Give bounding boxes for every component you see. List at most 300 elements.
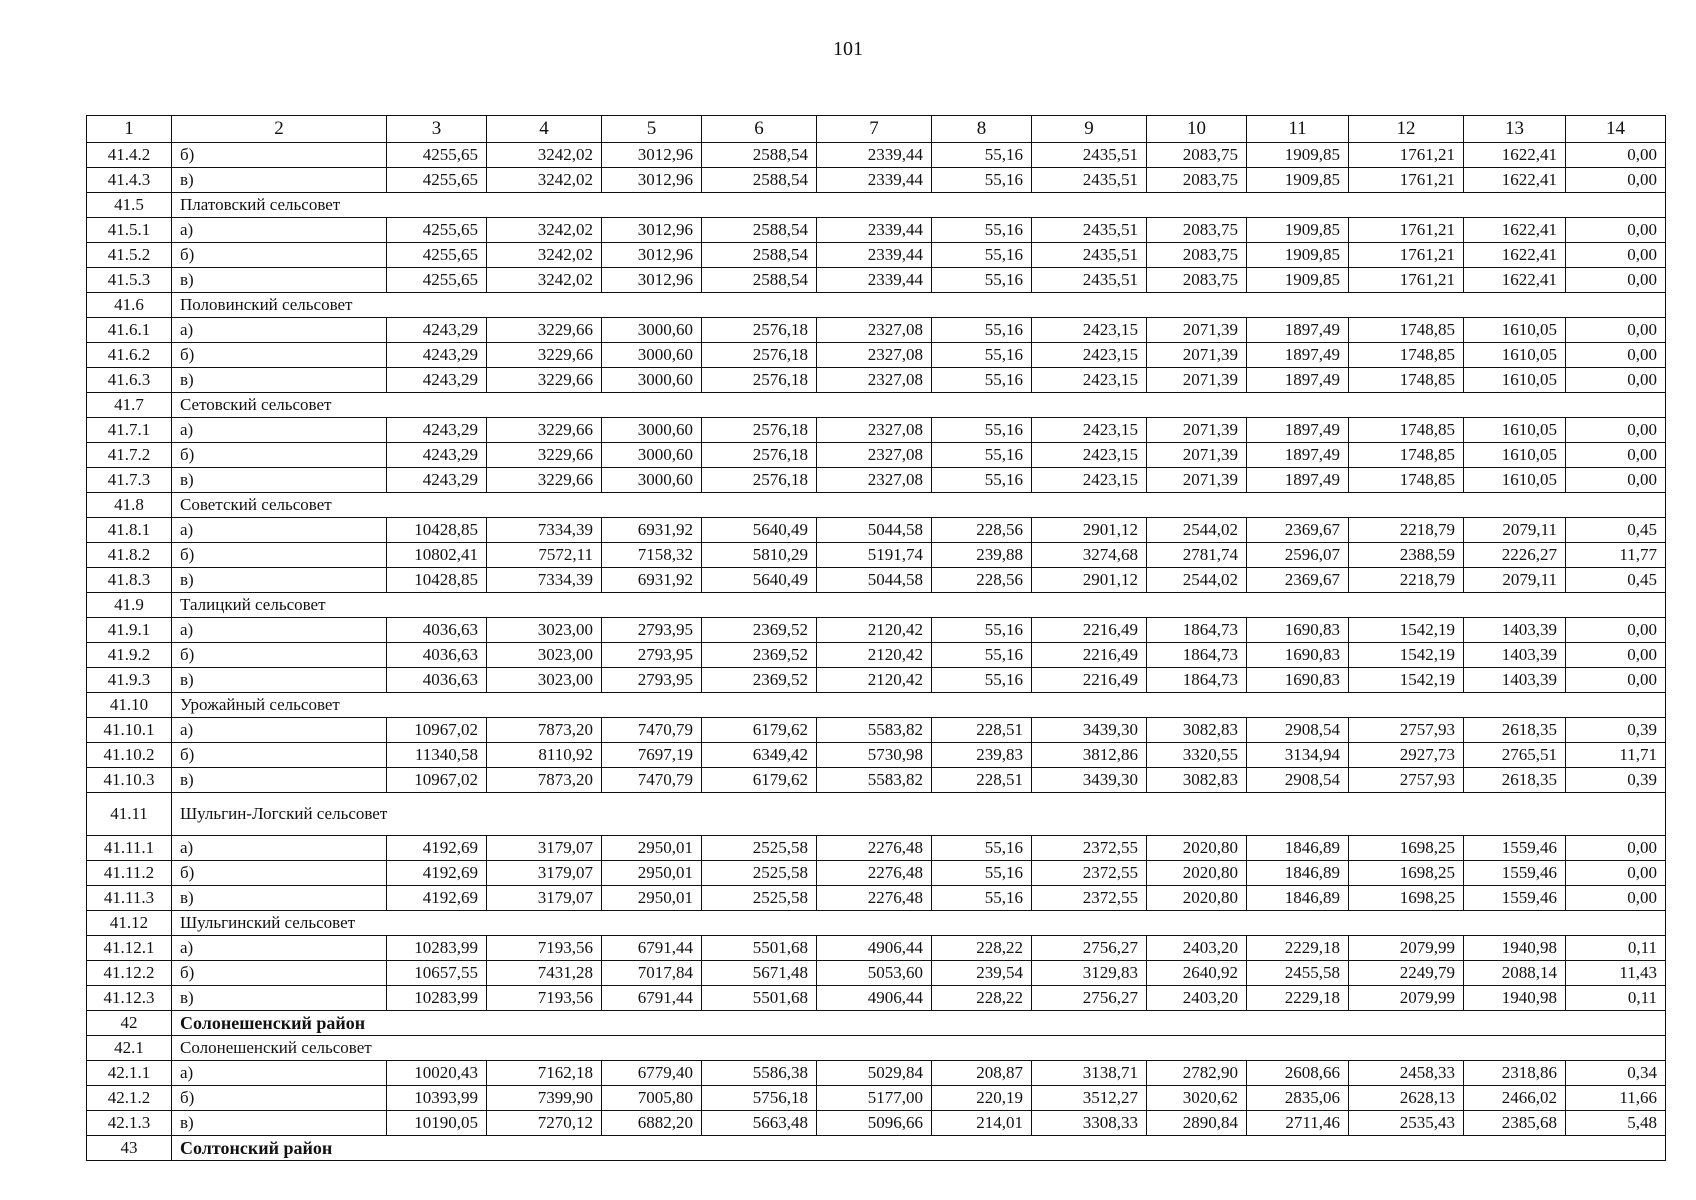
value-cell: 3000,60	[602, 418, 702, 443]
value-cell: 1897,49	[1247, 418, 1349, 443]
row-code: 41.6.3	[87, 368, 172, 393]
value-cell: 2901,12	[1032, 518, 1147, 543]
section-title: Шульгин-Логский сельсовет	[172, 793, 1666, 836]
value-cell: 2576,18	[702, 418, 817, 443]
row-label: в)	[172, 1111, 387, 1136]
value-cell: 1909,85	[1247, 143, 1349, 168]
value-cell: 2385,68	[1464, 1111, 1566, 1136]
value-cell: 1748,85	[1349, 443, 1464, 468]
value-cell: 3000,60	[602, 343, 702, 368]
value-cell: 2071,39	[1147, 418, 1247, 443]
value-cell: 55,16	[932, 368, 1032, 393]
value-cell: 5586,38	[702, 1061, 817, 1086]
value-cell: 10428,85	[387, 568, 487, 593]
column-header: 11	[1247, 116, 1349, 143]
row-code: 41.10	[87, 693, 172, 718]
value-cell: 1610,05	[1464, 318, 1566, 343]
value-cell: 2950,01	[602, 836, 702, 861]
value-cell: 1622,41	[1464, 218, 1566, 243]
value-cell: 1846,89	[1247, 861, 1349, 886]
row-label: а)	[172, 518, 387, 543]
value-cell: 2576,18	[702, 318, 817, 343]
value-cell: 7572,11	[487, 543, 602, 568]
value-cell: 10283,99	[387, 936, 487, 961]
value-cell: 4192,69	[387, 836, 487, 861]
value-cell: 1559,46	[1464, 886, 1566, 911]
table-row	[87, 268, 1666, 293]
value-cell: 2229,18	[1247, 936, 1349, 961]
value-cell: 2423,15	[1032, 318, 1147, 343]
value-cell: 2525,58	[702, 836, 817, 861]
value-cell: 2369,52	[702, 668, 817, 693]
value-cell: 4906,44	[817, 936, 932, 961]
value-cell: 10190,05	[387, 1111, 487, 1136]
value-cell: 2083,75	[1147, 143, 1247, 168]
value-cell: 2369,52	[702, 618, 817, 643]
value-cell: 7470,79	[602, 718, 702, 743]
value-cell: 2369,67	[1247, 518, 1349, 543]
value-cell: 10967,02	[387, 768, 487, 793]
value-cell: 228,56	[932, 518, 1032, 543]
value-cell: 0,00	[1566, 618, 1666, 643]
value-cell: 11,43	[1566, 961, 1666, 986]
value-cell: 1748,85	[1349, 318, 1464, 343]
value-cell: 0,00	[1566, 468, 1666, 493]
value-cell: 2071,39	[1147, 443, 1247, 468]
value-cell: 2576,18	[702, 468, 817, 493]
value-cell: 2435,51	[1032, 268, 1147, 293]
row-label: б)	[172, 743, 387, 768]
section-row	[87, 1036, 1666, 1061]
value-cell: 0,00	[1566, 268, 1666, 293]
row-label: а)	[172, 418, 387, 443]
row-label: а)	[172, 836, 387, 861]
value-cell: 228,51	[932, 718, 1032, 743]
value-cell: 0,39	[1566, 768, 1666, 793]
value-cell: 1698,25	[1349, 836, 1464, 861]
value-cell: 3134,94	[1247, 743, 1349, 768]
value-cell: 2079,11	[1464, 518, 1566, 543]
value-cell: 5177,00	[817, 1086, 932, 1111]
table-row	[87, 168, 1666, 193]
row-code: 41.12.3	[87, 986, 172, 1011]
value-cell: 3320,55	[1147, 743, 1247, 768]
row-label: б)	[172, 861, 387, 886]
row-code: 41.5.1	[87, 218, 172, 243]
value-cell: 5029,84	[817, 1061, 932, 1086]
value-cell: 2835,06	[1247, 1086, 1349, 1111]
tariff-table	[86, 115, 1666, 1161]
value-cell: 2327,08	[817, 443, 932, 468]
table-row	[87, 886, 1666, 911]
value-cell: 5663,48	[702, 1111, 817, 1136]
value-cell: 228,51	[932, 768, 1032, 793]
section-row	[87, 193, 1666, 218]
row-label: а)	[172, 218, 387, 243]
row-label: а)	[172, 1061, 387, 1086]
value-cell: 7193,56	[487, 936, 602, 961]
row-label: в)	[172, 168, 387, 193]
value-cell: 3229,66	[487, 318, 602, 343]
table-row	[87, 443, 1666, 468]
row-code: 41.7.1	[87, 418, 172, 443]
column-header: 3	[387, 116, 487, 143]
value-cell: 2226,27	[1464, 543, 1566, 568]
value-cell: 3229,66	[487, 368, 602, 393]
value-cell: 3082,83	[1147, 768, 1247, 793]
value-cell: 1761,21	[1349, 243, 1464, 268]
column-header: 8	[932, 116, 1032, 143]
row-label: а)	[172, 618, 387, 643]
value-cell: 3000,60	[602, 468, 702, 493]
value-cell: 3000,60	[602, 368, 702, 393]
table-body	[87, 143, 1666, 1161]
value-cell: 2327,08	[817, 343, 932, 368]
value-cell: 5583,82	[817, 718, 932, 743]
value-cell: 5756,18	[702, 1086, 817, 1111]
value-cell: 1846,89	[1247, 836, 1349, 861]
value-cell: 2908,54	[1247, 768, 1349, 793]
row-code: 42.1	[87, 1036, 172, 1061]
value-cell: 3179,07	[487, 861, 602, 886]
value-cell: 2216,49	[1032, 643, 1147, 668]
value-cell: 6779,40	[602, 1061, 702, 1086]
table-row	[87, 518, 1666, 543]
value-cell: 6179,62	[702, 718, 817, 743]
row-code: 41.11	[87, 793, 172, 836]
value-cell: 0,00	[1566, 368, 1666, 393]
value-cell: 4255,65	[387, 243, 487, 268]
value-cell: 2083,75	[1147, 218, 1247, 243]
value-cell: 2576,18	[702, 443, 817, 468]
value-cell: 11,66	[1566, 1086, 1666, 1111]
row-code: 42.1.3	[87, 1111, 172, 1136]
value-cell: 3439,30	[1032, 718, 1147, 743]
value-cell: 3000,60	[602, 318, 702, 343]
value-cell: 2535,43	[1349, 1111, 1464, 1136]
value-cell: 55,16	[932, 443, 1032, 468]
value-cell: 2339,44	[817, 218, 932, 243]
section-title: Половинский сельсовет	[172, 293, 1666, 318]
value-cell: 1559,46	[1464, 861, 1566, 886]
row-label: б)	[172, 643, 387, 668]
value-cell: 2071,39	[1147, 468, 1247, 493]
table-row	[87, 143, 1666, 168]
value-cell: 3242,02	[487, 218, 602, 243]
value-cell: 2525,58	[702, 886, 817, 911]
value-cell: 2120,42	[817, 668, 932, 693]
value-cell: 2388,59	[1349, 543, 1464, 568]
value-cell: 4243,29	[387, 443, 487, 468]
value-cell: 0,11	[1566, 986, 1666, 1011]
table-row	[87, 986, 1666, 1011]
value-cell: 2083,75	[1147, 243, 1247, 268]
value-cell: 2120,42	[817, 643, 932, 668]
value-cell: 5810,29	[702, 543, 817, 568]
row-label: б)	[172, 343, 387, 368]
value-cell: 5044,58	[817, 518, 932, 543]
row-code: 43	[87, 1136, 172, 1161]
value-cell: 2276,48	[817, 886, 932, 911]
value-cell: 1622,41	[1464, 243, 1566, 268]
value-cell: 7162,18	[487, 1061, 602, 1086]
value-cell: 0,00	[1566, 443, 1666, 468]
value-cell: 0,00	[1566, 143, 1666, 168]
row-label: а)	[172, 718, 387, 743]
value-cell: 10802,41	[387, 543, 487, 568]
value-cell: 0,39	[1566, 718, 1666, 743]
table-row	[87, 1086, 1666, 1111]
value-cell: 55,16	[932, 468, 1032, 493]
value-cell: 2765,51	[1464, 743, 1566, 768]
value-cell: 3229,66	[487, 468, 602, 493]
table-row	[87, 961, 1666, 986]
value-cell: 5053,60	[817, 961, 932, 986]
value-cell: 4255,65	[387, 268, 487, 293]
value-cell: 2403,20	[1147, 986, 1247, 1011]
value-cell: 1761,21	[1349, 168, 1464, 193]
value-cell: 1897,49	[1247, 318, 1349, 343]
section-title: Шульгинский сельсовет	[172, 911, 1666, 936]
table-row	[87, 318, 1666, 343]
column-header: 14	[1566, 116, 1666, 143]
value-cell: 2339,44	[817, 243, 932, 268]
row-label: б)	[172, 443, 387, 468]
value-cell: 2079,11	[1464, 568, 1566, 593]
value-cell: 1761,21	[1349, 218, 1464, 243]
section-title: Солонешенский район	[172, 1011, 1666, 1036]
section-title: Советский сельсовет	[172, 493, 1666, 518]
value-cell: 4192,69	[387, 861, 487, 886]
value-cell: 4036,63	[387, 643, 487, 668]
table-row	[87, 468, 1666, 493]
row-code: 41.5.3	[87, 268, 172, 293]
value-cell: 5501,68	[702, 986, 817, 1011]
value-cell: 4906,44	[817, 986, 932, 1011]
row-code: 41.9.1	[87, 618, 172, 643]
value-cell: 4243,29	[387, 468, 487, 493]
value-cell: 5,48	[1566, 1111, 1666, 1136]
value-cell: 0,00	[1566, 243, 1666, 268]
value-cell: 239,88	[932, 543, 1032, 568]
row-label: в)	[172, 886, 387, 911]
value-cell: 55,16	[932, 343, 1032, 368]
value-cell: 55,16	[932, 243, 1032, 268]
value-cell: 4036,63	[387, 668, 487, 693]
value-cell: 7399,90	[487, 1086, 602, 1111]
value-cell: 7193,56	[487, 986, 602, 1011]
value-cell: 55,16	[932, 143, 1032, 168]
column-header: 7	[817, 116, 932, 143]
column-header: 5	[602, 116, 702, 143]
value-cell: 3012,96	[602, 243, 702, 268]
value-cell: 0,00	[1566, 861, 1666, 886]
value-cell: 7697,19	[602, 743, 702, 768]
value-cell: 2339,44	[817, 268, 932, 293]
value-cell: 8110,92	[487, 743, 602, 768]
table-row	[87, 368, 1666, 393]
value-cell: 3012,96	[602, 218, 702, 243]
value-cell: 0,00	[1566, 836, 1666, 861]
value-cell: 0,45	[1566, 568, 1666, 593]
value-cell: 6882,20	[602, 1111, 702, 1136]
column-header: 1	[87, 116, 172, 143]
table-row	[87, 1111, 1666, 1136]
value-cell: 4243,29	[387, 368, 487, 393]
value-cell: 0,34	[1566, 1061, 1666, 1086]
value-cell: 2782,90	[1147, 1061, 1247, 1086]
row-code: 41.8.2	[87, 543, 172, 568]
row-label: в)	[172, 368, 387, 393]
value-cell: 2423,15	[1032, 368, 1147, 393]
table-row	[87, 618, 1666, 643]
row-code: 42	[87, 1011, 172, 1036]
value-cell: 2083,75	[1147, 168, 1247, 193]
value-cell: 4255,65	[387, 218, 487, 243]
value-cell: 3229,66	[487, 418, 602, 443]
row-code: 41.11.2	[87, 861, 172, 886]
value-cell: 3179,07	[487, 886, 602, 911]
value-cell: 3000,60	[602, 443, 702, 468]
value-cell: 2711,46	[1247, 1111, 1349, 1136]
value-cell: 6349,42	[702, 743, 817, 768]
value-cell: 3242,02	[487, 168, 602, 193]
value-cell: 7470,79	[602, 768, 702, 793]
table-row	[87, 543, 1666, 568]
value-cell: 1690,83	[1247, 668, 1349, 693]
value-cell: 4243,29	[387, 343, 487, 368]
row-code: 42.1.2	[87, 1086, 172, 1111]
row-code: 41.4.2	[87, 143, 172, 168]
value-cell: 2458,33	[1349, 1061, 1464, 1086]
row-label: в)	[172, 268, 387, 293]
value-cell: 7873,20	[487, 718, 602, 743]
row-label: в)	[172, 768, 387, 793]
value-cell: 2435,51	[1032, 218, 1147, 243]
value-cell: 55,16	[932, 268, 1032, 293]
value-cell: 2218,79	[1349, 568, 1464, 593]
value-cell: 2901,12	[1032, 568, 1147, 593]
value-cell: 1940,98	[1464, 936, 1566, 961]
value-cell: 10428,85	[387, 518, 487, 543]
value-cell: 2466,02	[1464, 1086, 1566, 1111]
value-cell: 3308,33	[1032, 1111, 1147, 1136]
section-title: Солонешенский сельсовет	[172, 1036, 1666, 1061]
value-cell: 55,16	[932, 168, 1032, 193]
value-cell: 2950,01	[602, 886, 702, 911]
value-cell: 7431,28	[487, 961, 602, 986]
value-cell: 1690,83	[1247, 618, 1349, 643]
value-cell: 2079,99	[1349, 936, 1464, 961]
row-label: а)	[172, 318, 387, 343]
value-cell: 239,83	[932, 743, 1032, 768]
value-cell: 2618,35	[1464, 718, 1566, 743]
section-row	[87, 911, 1666, 936]
value-cell: 2576,18	[702, 368, 817, 393]
value-cell: 2327,08	[817, 468, 932, 493]
value-cell: 1748,85	[1349, 418, 1464, 443]
value-cell: 3179,07	[487, 836, 602, 861]
value-cell: 2793,95	[602, 618, 702, 643]
row-label: б)	[172, 243, 387, 268]
value-cell: 55,16	[932, 668, 1032, 693]
value-cell: 10967,02	[387, 718, 487, 743]
value-cell: 228,56	[932, 568, 1032, 593]
value-cell: 55,16	[932, 418, 1032, 443]
section-title: Урожайный сельсовет	[172, 693, 1666, 718]
value-cell: 2423,15	[1032, 443, 1147, 468]
row-code: 41.11.1	[87, 836, 172, 861]
value-cell: 239,54	[932, 961, 1032, 986]
value-cell: 1403,39	[1464, 668, 1566, 693]
value-cell: 2628,13	[1349, 1086, 1464, 1111]
value-cell: 2339,44	[817, 143, 932, 168]
value-cell: 2908,54	[1247, 718, 1349, 743]
value-cell: 228,22	[932, 936, 1032, 961]
row-code: 41.6.2	[87, 343, 172, 368]
value-cell: 6179,62	[702, 768, 817, 793]
value-cell: 0,00	[1566, 318, 1666, 343]
value-cell: 2020,80	[1147, 861, 1247, 886]
row-label: б)	[172, 961, 387, 986]
section-row	[87, 1136, 1666, 1161]
value-cell: 3439,30	[1032, 768, 1147, 793]
value-cell: 2372,55	[1032, 861, 1147, 886]
row-label: б)	[172, 143, 387, 168]
value-cell: 3138,71	[1032, 1061, 1147, 1086]
table-header-row	[87, 116, 1666, 143]
value-cell: 11,71	[1566, 743, 1666, 768]
value-cell: 55,16	[932, 218, 1032, 243]
value-cell: 3023,00	[487, 618, 602, 643]
value-cell: 2369,52	[702, 643, 817, 668]
row-code: 41.7.3	[87, 468, 172, 493]
value-cell: 1909,85	[1247, 243, 1349, 268]
value-cell: 0,00	[1566, 668, 1666, 693]
value-cell: 1761,21	[1349, 268, 1464, 293]
value-cell: 2544,02	[1147, 518, 1247, 543]
value-cell: 2079,99	[1349, 986, 1464, 1011]
value-cell: 1897,49	[1247, 368, 1349, 393]
section-row	[87, 793, 1666, 836]
value-cell: 0,00	[1566, 418, 1666, 443]
value-cell: 2525,58	[702, 861, 817, 886]
section-title: Талицкий сельсовет	[172, 593, 1666, 618]
value-cell: 2423,15	[1032, 468, 1147, 493]
value-cell: 214,01	[932, 1111, 1032, 1136]
value-cell: 1690,83	[1247, 643, 1349, 668]
table-row	[87, 668, 1666, 693]
value-cell: 4255,65	[387, 168, 487, 193]
row-code: 41.7	[87, 393, 172, 418]
row-code: 41.8.1	[87, 518, 172, 543]
column-header: 2	[172, 116, 387, 143]
value-cell: 5096,66	[817, 1111, 932, 1136]
value-cell: 2588,54	[702, 218, 817, 243]
value-cell: 2588,54	[702, 168, 817, 193]
value-cell: 2318,86	[1464, 1061, 1566, 1086]
value-cell: 2020,80	[1147, 836, 1247, 861]
section-row	[87, 493, 1666, 518]
value-cell: 0,00	[1566, 168, 1666, 193]
row-code: 41.5	[87, 193, 172, 218]
value-cell: 2369,67	[1247, 568, 1349, 593]
value-cell: 2588,54	[702, 243, 817, 268]
table-row	[87, 418, 1666, 443]
value-cell: 4243,29	[387, 418, 487, 443]
value-cell: 3812,86	[1032, 743, 1147, 768]
value-cell: 10020,43	[387, 1061, 487, 1086]
